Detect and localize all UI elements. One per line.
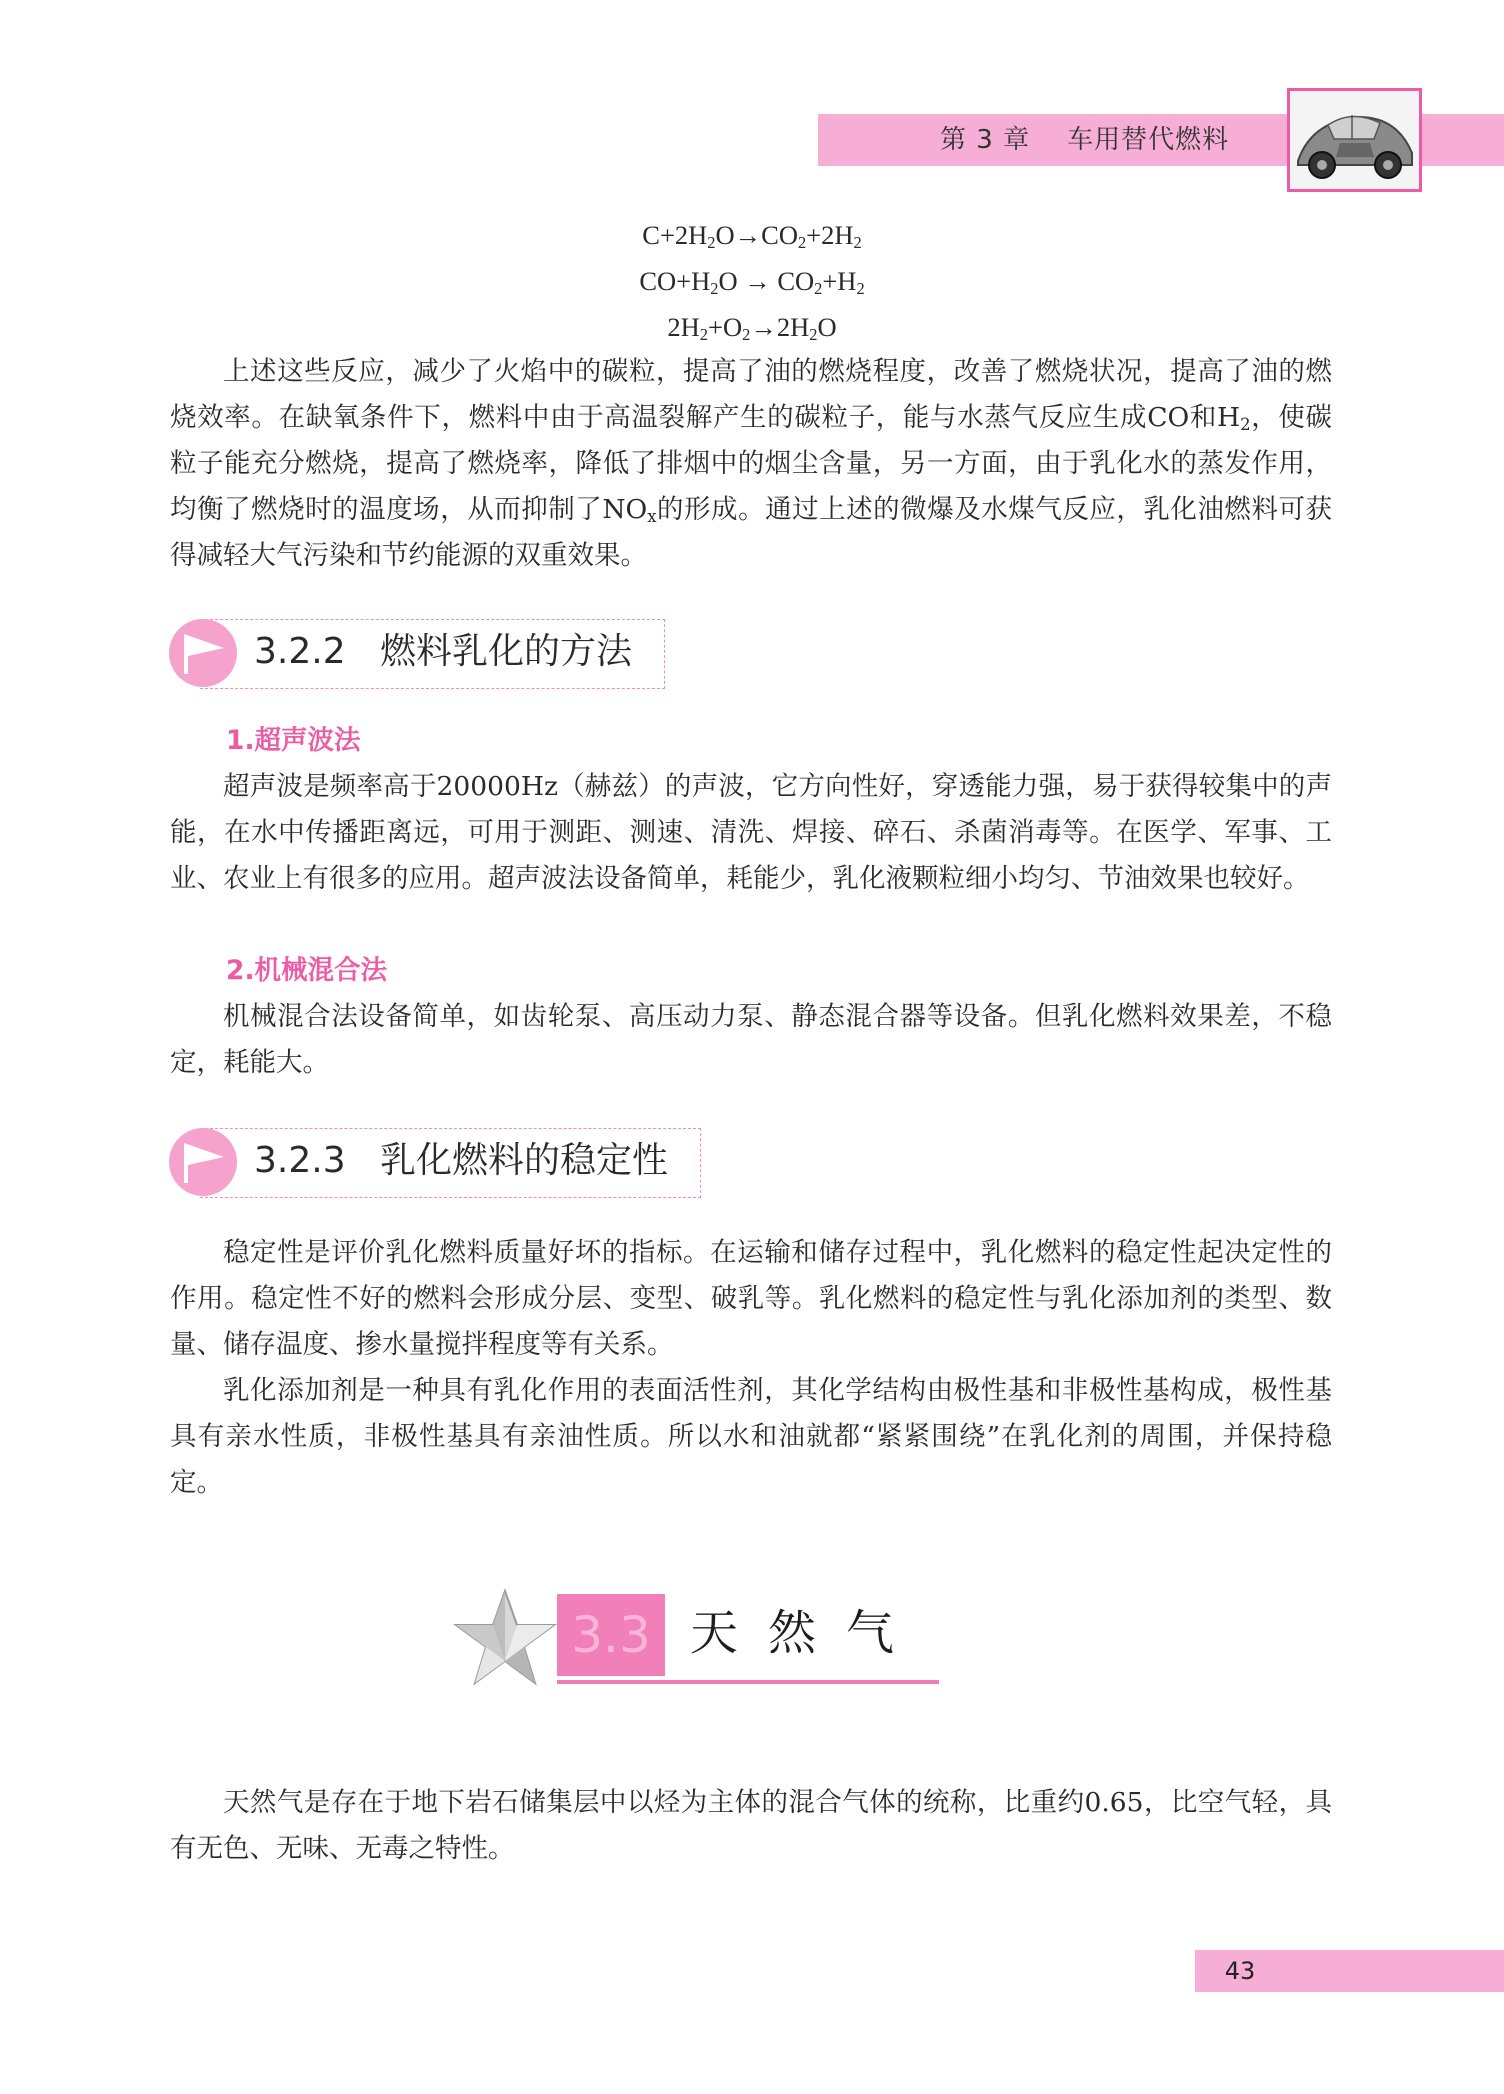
equation-3: $2H_2+O_2\to 2H_2O$ (667, 312, 837, 345)
stability-paragraph-2: 乳化添加剂是一种具有乳化作用的表面活性剂，其化学结构由极性基和非极性基构成，极性基具有亲水性质，非极性基具有亲油性质。所以水和油就都“紧紧围绕”在乳化剂的周围，并保持稳定。 (170, 1375, 1332, 1498)
section-322-title: 燃料乳化的方法 (380, 631, 633, 672)
section-33-number: 3.3 (571, 1606, 651, 1664)
star-icon (450, 1587, 560, 1687)
ultrasonic-paragraph: 超声波是频率高于20000Hz（赫兹）的声波，它方向性好，穿透能力强，易于获得较集中的声能，在水中传播距离远，可用于测距、测速、清洗、焊接、碎石、杀菌消毒等。在医学、军事、工业、农业上有很多的应用。超声波法设备简单，耗能少，乳化液颗粒细小均匀、节油效果也较好。 (170, 771, 1332, 894)
subheading-ultrasonic: 1.超声波法 (226, 725, 361, 756)
section-33-title: 天然气 (690, 1605, 925, 1661)
equation-2: $CO+H_2O \to CO_2+H_2$ (639, 266, 865, 299)
section-323-number: 3.2.3 (254, 1140, 346, 1181)
natural-gas-paragraph: 天然气是存在于地下岩石储集层中以烃为主体的混合气体的统称，比重约0.65，比空气轻，具有无色、无味、无毒之特性。 (170, 1787, 1332, 1864)
section-322-number: 3.2.2 (254, 631, 346, 672)
chapter-title: 第 3 章 车用替代燃料 (940, 125, 1230, 155)
flag-circle-icon (168, 618, 238, 688)
intro-paragraph: 上述这些反应，减少了火焰中的碳粒，提高了油的燃烧程度，改善了燃烧状况，提高了油的燃烧效率。在缺氧条件下，燃料中由于高温裂解产生的碳粒子，能与水蒸气反应生成CO和$H_2$，使碳粒子能充分燃烧，提高了燃烧率，降低了排烟中的烟尘含量，另一方面，由于乳化水的蒸发作用，均衡了燃烧时的温度场，从而抑制了$NO_x$的形成。通过上述的微爆及水煤气反应，乳化油燃料可获得减轻大气污染和节约能源的双重效果。 (170, 356, 1332, 571)
subheading-mechanical: 2.机械混合法 (226, 955, 388, 986)
flag-circle-icon (168, 1127, 238, 1197)
mechanical-paragraph: 机械混合法设备简单，如齿轮泵、高压动力泵、静态混合器等设备。但乳化燃料效果差，不稳定，耗能大。 (170, 1001, 1332, 1078)
page-number: 43 (1224, 1957, 1256, 1985)
car-cutaway-image (1287, 88, 1422, 192)
stability-paragraph-1: 稳定性是评价乳化燃料质量好坏的指标。在运输和储存过程中，乳化燃料的稳定性起决定性的作用。稳定性不好的燃料会形成分层、变型、破乳等。乳化燃料的稳定性与乳化添加剂的类型、数量、储存温度、掺水量搅拌程度等有关系。 (170, 1237, 1332, 1360)
equation-1: $C+2H_2O\to CO_2+2H_2$ (642, 220, 862, 253)
section-33-underline (557, 1680, 939, 1684)
section-323-title: 乳化燃料的稳定性 (380, 1140, 669, 1181)
